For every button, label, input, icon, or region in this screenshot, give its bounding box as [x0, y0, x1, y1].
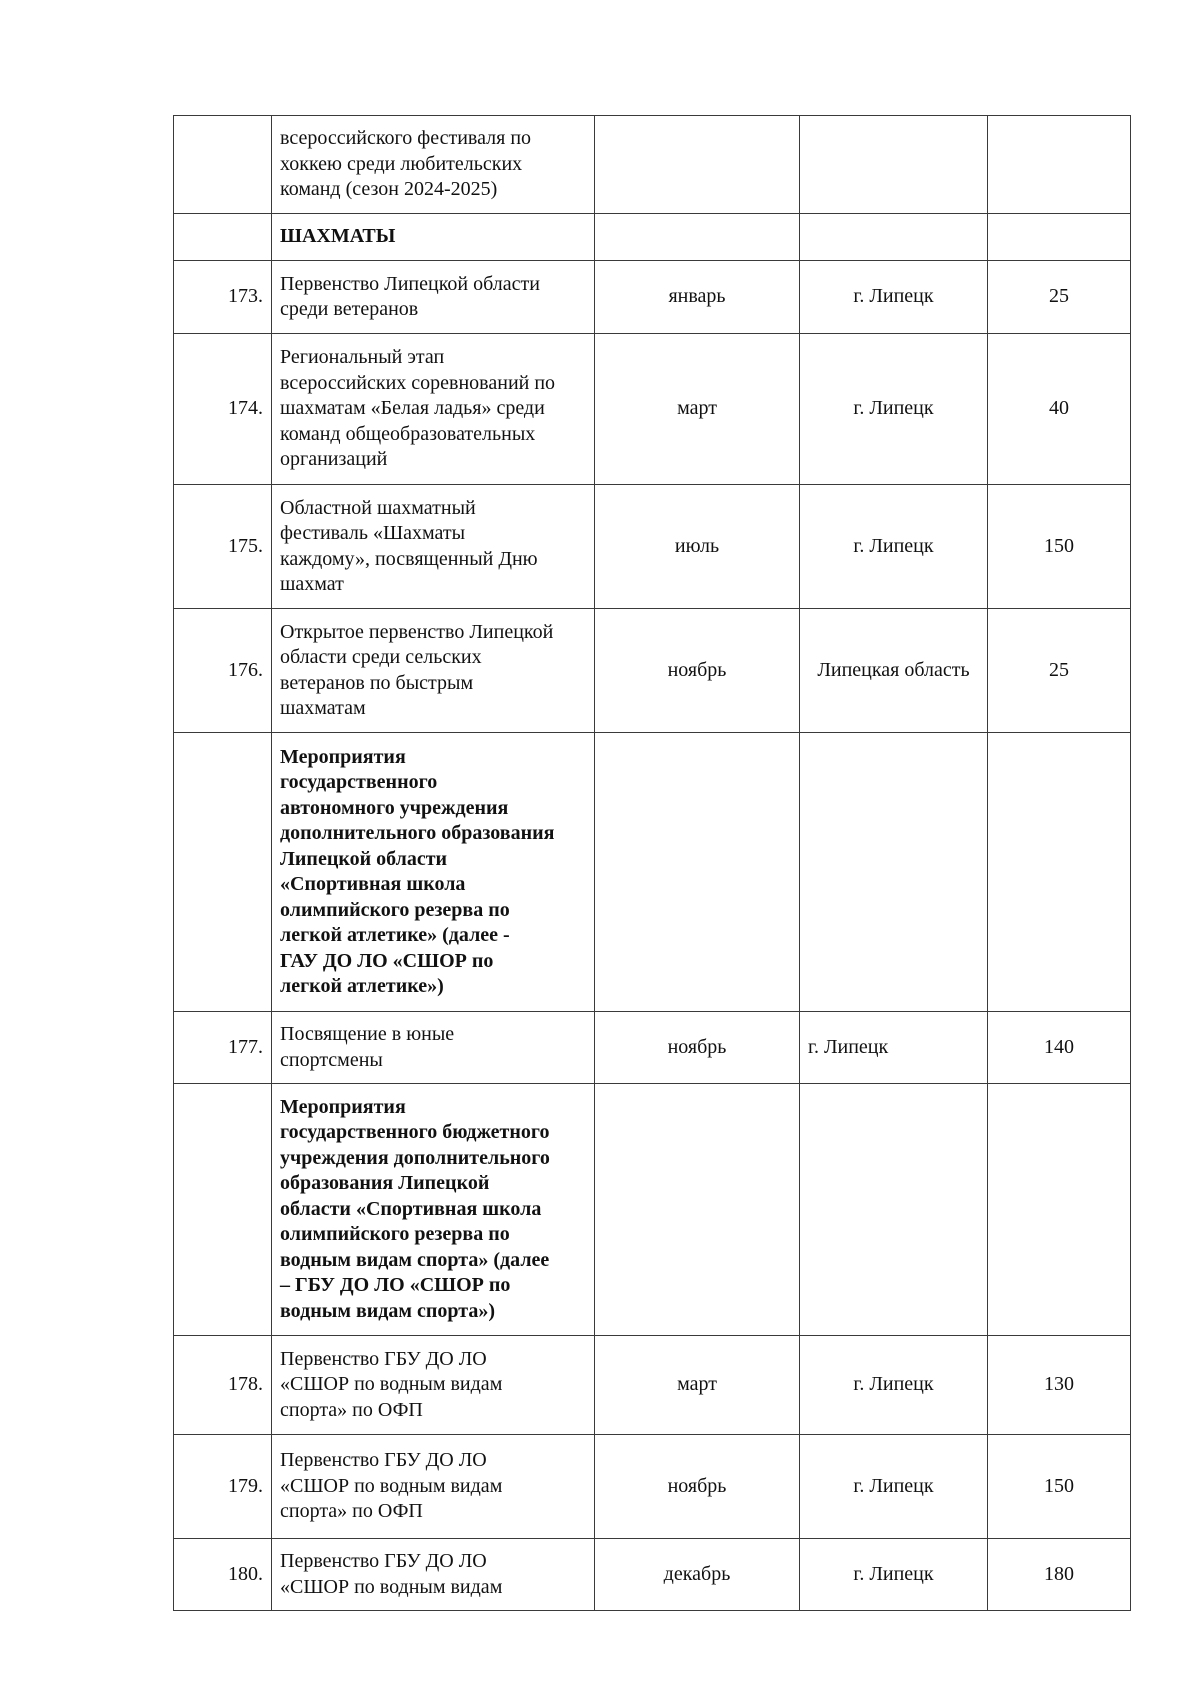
event-month: март	[595, 1336, 800, 1435]
event-venue: г. Липецк	[800, 261, 988, 334]
event-month: ноябрь	[595, 1435, 800, 1539]
section-title: ШАХМАТЫ	[280, 225, 396, 248]
event-name-cell	[272, 485, 595, 609]
table-row	[174, 334, 1131, 485]
month-cell	[595, 1084, 800, 1336]
month-cell	[595, 116, 800, 214]
participants-cell	[988, 214, 1131, 261]
event-venue: Липецкая область	[800, 609, 988, 733]
participants-count: 25	[988, 261, 1131, 334]
row-number-cell	[174, 1084, 272, 1336]
participants-count: 150	[988, 485, 1131, 609]
section-row	[174, 1084, 1131, 1336]
event-name-cell	[272, 261, 595, 334]
table-row	[174, 1336, 1131, 1435]
participants-count: 130	[988, 1336, 1131, 1435]
table-row	[174, 261, 1131, 334]
table-row	[174, 1012, 1131, 1084]
row-number: 174.	[174, 334, 272, 485]
participants-count: 25	[988, 609, 1131, 733]
event-venue: г. Липецк	[800, 1539, 988, 1611]
table-row	[174, 485, 1131, 609]
table-row	[174, 1435, 1131, 1539]
row-number: 178.	[174, 1336, 272, 1435]
section-title-cell	[272, 214, 595, 261]
venue-cell	[800, 1084, 988, 1336]
row-number-cell	[174, 214, 272, 261]
event-name-cell	[272, 1435, 595, 1539]
event-name-cell	[272, 334, 595, 485]
event-name-cell	[272, 116, 595, 214]
participants-cell	[988, 116, 1131, 214]
participants-cell	[988, 733, 1131, 1012]
row-number: 176.	[174, 609, 272, 733]
table-row	[174, 1539, 1131, 1611]
event-name: Региональный этап всероссийских соревнований по шахматам «Белая ладья» среди команд общеобразовательных организаций	[280, 346, 556, 471]
row-number: 179.	[174, 1435, 272, 1539]
section-title: Мероприятия государственного автономного учреждения дополнительного образования Липецкой области «Спортивная школа олимпийского резерва по легкой атлетике» (далее - ГАУ ДО ЛО «СШОР по легкой атлетике»)	[280, 745, 555, 997]
events-table	[173, 115, 1131, 1611]
event-name-cell	[272, 609, 595, 733]
month-cell	[595, 214, 800, 261]
table-row	[174, 116, 1131, 214]
event-name-cell	[272, 1012, 595, 1084]
row-number: 180.	[174, 1539, 272, 1611]
event-venue: г. Липецк	[800, 485, 988, 609]
event-month: декабрь	[595, 1539, 800, 1611]
event-name-cell	[272, 1336, 595, 1435]
section-title-cell	[272, 1084, 595, 1336]
event-name: Первенство ГБУ ДО ЛО «СШОР по водным видам спорта» по ОФП	[280, 1347, 503, 1421]
event-venue: г. Липецк	[800, 334, 988, 485]
participants-count: 180	[988, 1539, 1131, 1611]
event-month: март	[595, 334, 800, 485]
participants-cell	[988, 1084, 1131, 1336]
event-name-cell	[272, 1539, 595, 1611]
event-name: Первенство ГБУ ДО ЛО «СШОР по водным видам спорта» по ОФП	[280, 1449, 503, 1523]
event-month: июль	[595, 485, 800, 609]
section-title-cell	[272, 733, 595, 1012]
event-venue: г. Липецк	[800, 1012, 988, 1084]
venue-cell	[800, 116, 988, 214]
row-number: 173.	[174, 261, 272, 334]
participants-count: 140	[988, 1012, 1131, 1084]
event-name: Областной шахматный фестиваль «Шахматы каждому», посвященный Дню шахмат	[280, 496, 538, 595]
row-number: 175.	[174, 485, 272, 609]
event-venue: г. Липецк	[800, 1336, 988, 1435]
participants-count: 40	[988, 334, 1131, 485]
event-month: январь	[595, 261, 800, 334]
event-name: Открытое первенство Липецкой области среди сельских ветеранов по быстрым шахматам	[280, 620, 554, 719]
event-month: ноябрь	[595, 1012, 800, 1084]
row-number-cell	[174, 733, 272, 1012]
participants-count: 150	[988, 1435, 1131, 1539]
row-number: 177.	[174, 1012, 272, 1084]
section-title: Мероприятия государственного бюджетного учреждения дополнительного образования Липецкой области «Спортивная школа олимпийского резерва по водным видам спорта» (далее – ГБУ ДО ЛО «СШОР по водным видам спорта»)	[280, 1095, 550, 1322]
venue-cell	[800, 214, 988, 261]
event-month: ноябрь	[595, 609, 800, 733]
event-name: Первенство ГБУ ДО ЛО «СШОР по водным видам	[280, 1550, 503, 1598]
event-name: Посвящение в юные спортсмены	[280, 1023, 455, 1071]
section-row	[174, 214, 1131, 261]
table-row	[174, 609, 1131, 733]
venue-cell	[800, 733, 988, 1012]
section-row	[174, 733, 1131, 1012]
row-number-cell	[174, 116, 272, 214]
month-cell	[595, 733, 800, 1012]
event-name: Первенство Липецкой области среди ветеранов	[280, 272, 540, 320]
event-name: всероссийского фестиваля по хоккею среди любительских команд (сезон 2024-2025)	[280, 127, 532, 201]
event-venue: г. Липецк	[800, 1435, 988, 1539]
